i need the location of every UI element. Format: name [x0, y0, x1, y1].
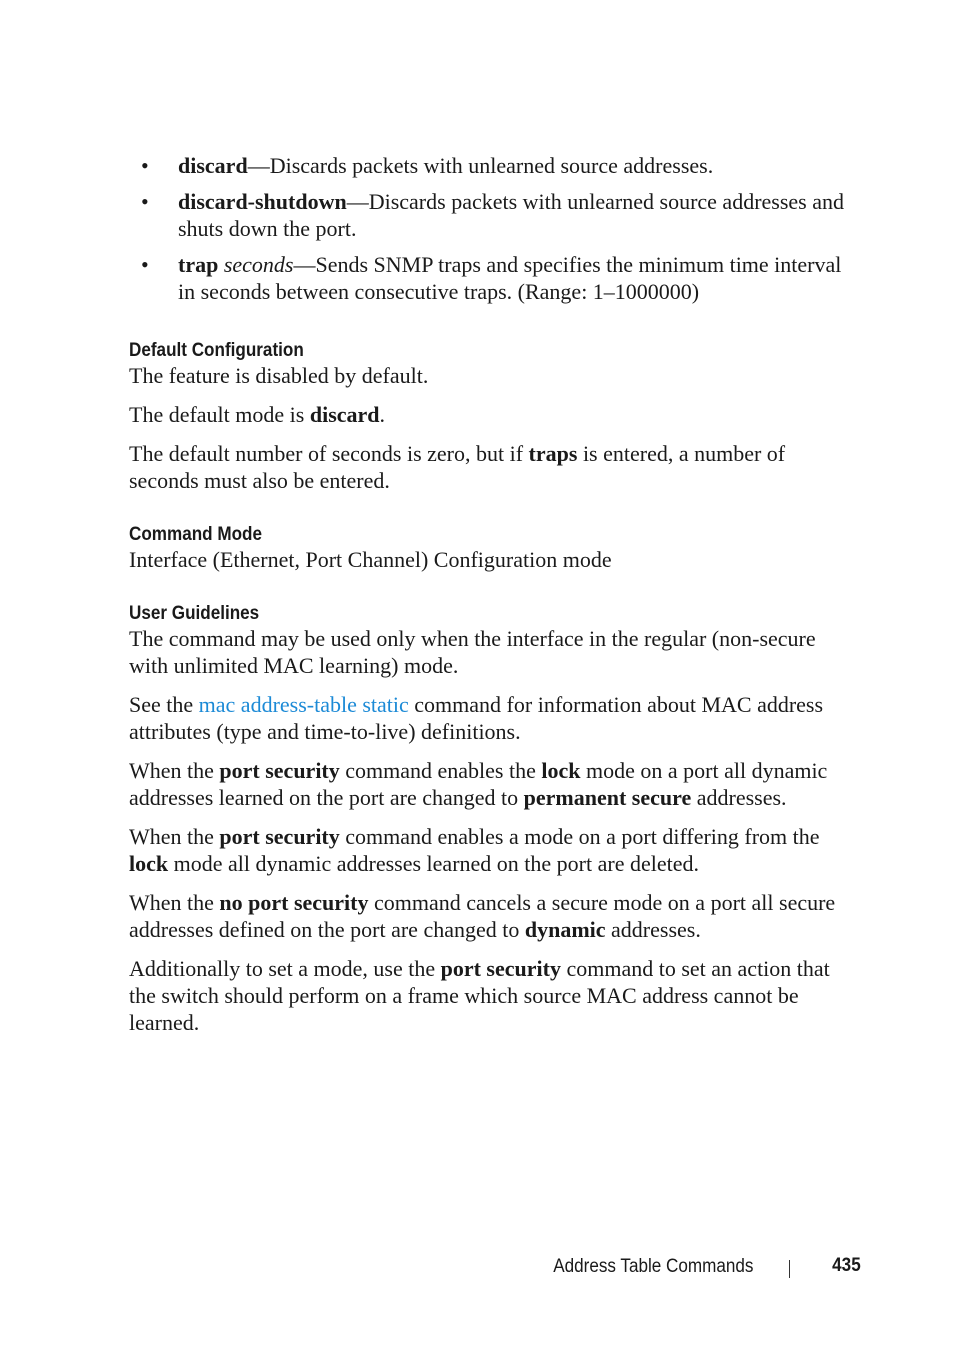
- page-number: 435: [832, 1255, 861, 1276]
- paragraph-text: The default mode is: [129, 402, 310, 427]
- paragraph: [129, 955, 859, 1036]
- keyword: dynamic: [524, 917, 606, 942]
- list-item: [141, 251, 861, 305]
- keyword: lock: [129, 851, 169, 876]
- paragraph: [129, 823, 859, 877]
- paragraph-text: The feature is disabled by default.: [129, 363, 429, 388]
- paragraph-text: See the: [129, 692, 199, 717]
- paragraph-text: .: [379, 402, 386, 427]
- keyword: port security: [440, 956, 561, 981]
- bullet-icon: •: [141, 189, 149, 214]
- paragraph-text: addresses.: [691, 785, 787, 810]
- paragraph-text: command cancels a secure mode on a port all secure addresses defined on the port are changed to: [129, 890, 836, 942]
- user-guidelines-section: [129, 603, 859, 1036]
- mac-address-table-static-link[interactable]: mac address-table static: [198, 692, 409, 717]
- keyword: lock: [541, 758, 581, 783]
- bullet-icon: •: [141, 153, 149, 178]
- paragraph-text: When the: [129, 824, 220, 849]
- paragraph-text: When the: [129, 758, 220, 783]
- command-mode-section: [129, 524, 859, 573]
- list-item: [141, 188, 861, 242]
- paragraph-text: When the: [129, 890, 220, 915]
- list-item: [141, 152, 861, 179]
- main-content: [129, 340, 859, 1054]
- option-description: —Sends SNMP traps and specifies the minimum time interval in seconds between consecutive traps. (Range: 1–1000000): [178, 252, 842, 304]
- paragraph-text: command enables the: [339, 758, 542, 783]
- paragraph-text: The default number of seconds is zero, but if: [129, 441, 529, 466]
- paragraph: [129, 889, 859, 943]
- paragraph: [129, 625, 859, 679]
- paragraph-text: is entered, a number of seconds must also be entered.: [129, 441, 786, 493]
- option-term: discard: [178, 153, 248, 178]
- paragraph-text: mode on a port all dynamic addresses learned on the port are changed to: [129, 758, 828, 810]
- section-heading: User Guidelines: [129, 603, 260, 624]
- paragraph-text: Additionally to set a mode, use the: [129, 956, 441, 981]
- keyword: discard: [309, 402, 380, 427]
- option-description: —Discards packets with unlearned source addresses.: [247, 153, 714, 178]
- keyword: port security: [219, 824, 340, 849]
- option-description: —Discards packets with unlearned source addresses and shuts down the port.: [178, 189, 844, 241]
- paragraph-text: Interface (Ethernet, Port Channel) Configuration mode: [129, 547, 612, 572]
- paragraph: [129, 757, 859, 811]
- paragraph: [129, 546, 859, 573]
- keyword: port security: [219, 758, 340, 783]
- option-list: [141, 152, 861, 314]
- paragraph-text: command enables a mode on a port differing from the: [339, 824, 820, 849]
- keyword: traps: [528, 441, 578, 466]
- footer-section-title: Address Table Commands: [552, 1256, 753, 1277]
- paragraph-text: command to set an action that the switch should perform on a frame which source MAC address cannot be learned.: [129, 956, 830, 1035]
- page-footer: [0, 1254, 954, 1282]
- default-configuration-section: [129, 340, 859, 494]
- section-heading: Default Configuration: [129, 340, 304, 361]
- paragraph-text: command for information about MAC address attributes (type and time-to-live) definitions.: [129, 692, 824, 744]
- paragraph: [129, 362, 859, 389]
- option-term: discard-shutdown: [178, 189, 347, 214]
- option-term: trap: [178, 252, 219, 277]
- paragraph: [129, 691, 859, 745]
- footer-divider: [789, 1260, 790, 1278]
- keyword: permanent secure: [523, 785, 692, 810]
- paragraph-text: addresses.: [605, 917, 701, 942]
- paragraph-text: The command may be used only when the interface in the regular (non-secure with unlimited MAC learning) mode.: [129, 626, 816, 678]
- section-heading: Command Mode: [129, 524, 263, 545]
- bullet-icon: •: [141, 252, 149, 277]
- keyword: no port security: [219, 890, 369, 915]
- option-argument: seconds: [218, 252, 294, 277]
- paragraph: [129, 401, 859, 428]
- paragraph-text: mode all dynamic addresses learned on the port are deleted.: [168, 851, 699, 876]
- paragraph: [129, 440, 859, 494]
